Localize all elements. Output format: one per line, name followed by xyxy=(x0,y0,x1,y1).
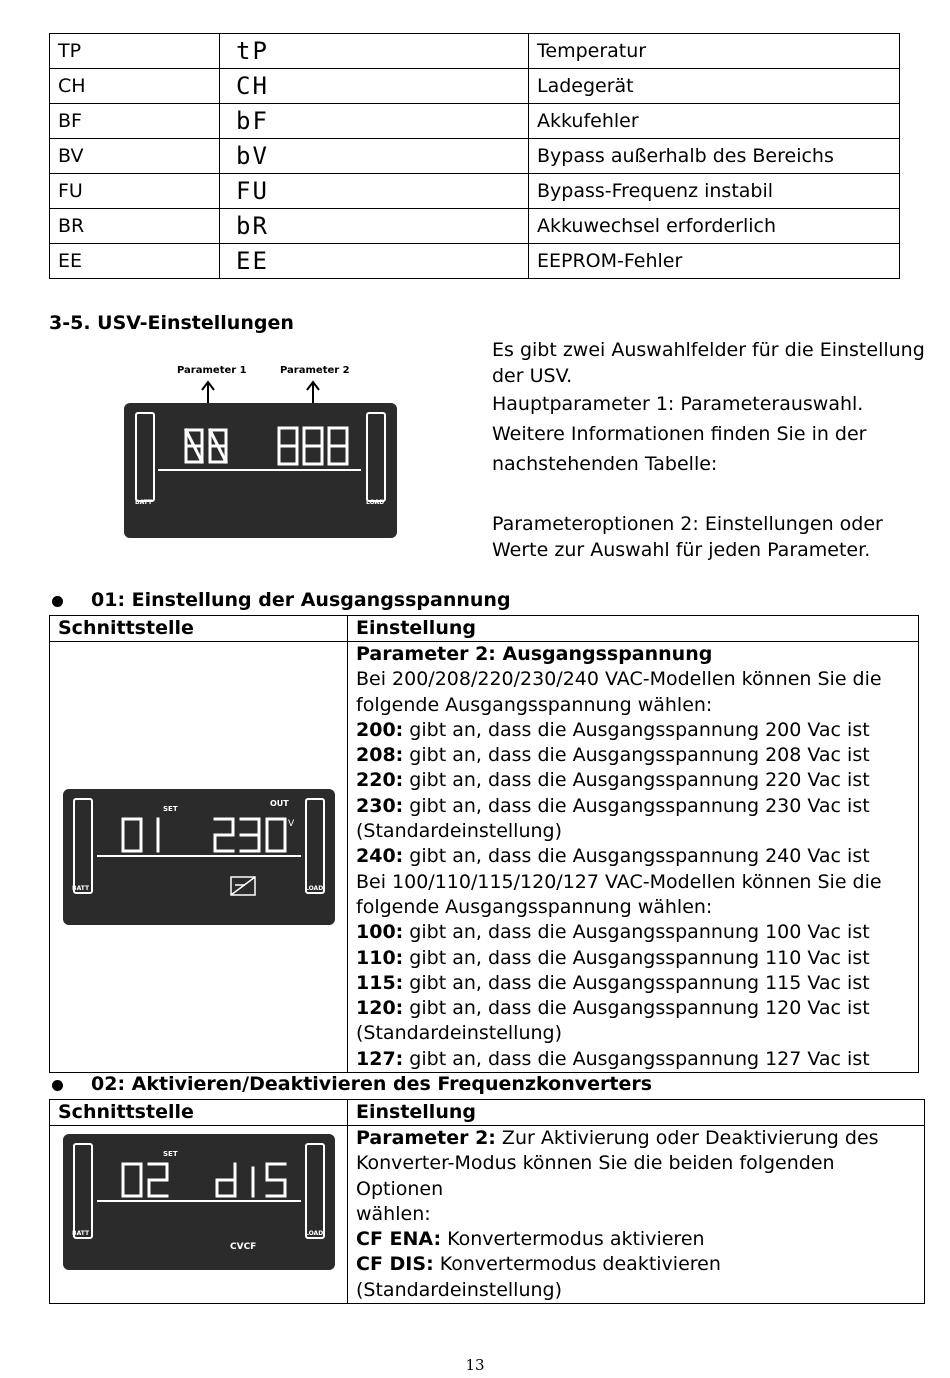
fault-description: EEPROM-Fehler xyxy=(529,244,900,279)
setting-line xyxy=(356,1252,916,1303)
setting-text: gibt an, dass die Ausgangsspannung 120 Vac ist xyxy=(403,997,870,1020)
volt-unit-label: V xyxy=(288,819,295,829)
out-label: OUT xyxy=(270,799,289,808)
setting-text: folgende Ausgangsspannung wählen: xyxy=(356,895,713,918)
bullet-icon xyxy=(52,1080,63,1091)
col-setting: Einstellung xyxy=(348,616,919,642)
intro-line: der USV. xyxy=(492,365,573,387)
setting-key: 100: xyxy=(356,921,404,944)
setting-text: gibt an, dass die Ausgangsspannung 230 Vac ist xyxy=(403,794,870,817)
fault-description: Bypass-Frequenz instabil xyxy=(529,174,900,209)
load-label: LOAD xyxy=(366,499,385,506)
setting-line xyxy=(356,1126,916,1151)
parameter-2-label: Parameter 2 xyxy=(280,365,350,376)
fault-code-row xyxy=(50,209,900,244)
setting-key: CF DIS: xyxy=(356,1253,434,1276)
setting-line xyxy=(356,768,910,793)
section-intro xyxy=(492,337,925,563)
intro-line: Hauptparameter 1: Parameterauswahl. xyxy=(492,393,864,415)
setting-key: 220: xyxy=(356,769,404,792)
intro-line: Es gibt zwei Auswahlfelder für die Einstellung xyxy=(492,339,925,361)
param01-table xyxy=(49,615,919,1073)
setting-key: 230: xyxy=(356,794,404,817)
lcd-display-code: CH xyxy=(220,69,529,104)
param01-heading: 01: Einstellung der Ausgangsspannung xyxy=(91,589,511,611)
setting-key: 115: xyxy=(356,971,404,994)
setting-line xyxy=(356,996,910,1021)
param02-heading: 02: Aktivieren/Deaktivieren des Frequenzkonverters xyxy=(91,1073,653,1095)
setting-line xyxy=(356,1047,910,1072)
fault-code: FU xyxy=(50,174,220,209)
param02-setting-cell xyxy=(348,1126,925,1304)
param02-interface-cell xyxy=(50,1126,348,1304)
setting-line xyxy=(356,920,910,945)
setting-line xyxy=(356,667,910,692)
fault-description: Akkuwechsel erforderlich xyxy=(529,209,900,244)
fault-code-row xyxy=(50,244,900,279)
setting-key: Parameter 2: xyxy=(356,1127,496,1149)
fault-code-row xyxy=(50,174,900,209)
lcd-panel-overview xyxy=(124,403,397,538)
setting-line xyxy=(356,946,910,971)
setting-text: (Standardeinstellung) xyxy=(356,820,563,843)
setting-key: 200: xyxy=(356,718,404,741)
setting-key: 240: xyxy=(356,845,404,868)
setting-line xyxy=(356,844,910,869)
intro-line: nachstehenden Tabelle: xyxy=(492,453,718,475)
col-interface: Schnittstelle xyxy=(50,1100,348,1126)
lcd-display-code: bR xyxy=(220,209,529,244)
setting-text: gibt an, dass die Ausgangsspannung 220 Vac ist xyxy=(403,769,870,792)
page-number: 13 xyxy=(465,1356,485,1374)
fault-code: BF xyxy=(50,104,220,139)
setting-line xyxy=(356,693,910,718)
arrow-icons xyxy=(195,378,335,406)
setting-text: wählen: xyxy=(356,1202,431,1225)
setting-line xyxy=(356,1202,916,1227)
lcd-display-code: tP xyxy=(220,34,529,69)
fault-description: Ladegerät xyxy=(529,69,900,104)
setting-text: gibt an, dass die Ausgangsspannung 110 Vac ist xyxy=(403,946,870,969)
setting-line xyxy=(356,870,910,895)
lcd-display-code: FU xyxy=(220,174,529,209)
param02-table xyxy=(49,1099,925,1304)
set-label: SET xyxy=(163,805,178,813)
setting-text: Konverter-Modus können Sie die beiden folgenden Optionen xyxy=(356,1152,835,1200)
fault-code-row xyxy=(50,104,900,139)
setting-line xyxy=(356,743,910,768)
param01-title: Parameter 2: Ausgangsspannung xyxy=(356,643,713,665)
lcd-display-code: bV xyxy=(220,139,529,174)
fault-code: EE xyxy=(50,244,220,279)
col-setting: Einstellung xyxy=(348,1100,925,1126)
param01-interface-cell xyxy=(50,642,348,1073)
fault-code: BV xyxy=(50,139,220,174)
batt-label: BATT xyxy=(135,499,153,506)
parameter-1-label: Parameter 1 xyxy=(177,365,247,376)
fault-description: Temperatur xyxy=(529,34,900,69)
setting-text: gibt an, dass die Ausgangsspannung 127 Vac ist xyxy=(403,1047,870,1070)
setting-text: Zur Aktivierung oder Deaktivierung des xyxy=(495,1127,879,1149)
intro-line: Weitere Informationen finden Sie in der xyxy=(492,423,867,445)
load-label: LOAD xyxy=(305,885,324,892)
bullet-icon xyxy=(52,596,63,607)
lcd-panel-output-voltage xyxy=(63,789,335,925)
intro-line: Parameteroptionen 2: Einstellungen oder xyxy=(492,513,883,535)
batt-label: BATT xyxy=(72,885,90,892)
param01-setting-cell xyxy=(348,642,919,1073)
fault-code-row xyxy=(50,69,900,104)
load-label: LOAD xyxy=(305,1230,324,1237)
fault-code: BR xyxy=(50,209,220,244)
setting-line xyxy=(356,1151,916,1202)
setting-line xyxy=(356,1021,910,1046)
section-title: 3-5. USV-Einstellungen xyxy=(49,312,294,334)
setting-text: gibt an, dass die Ausgangsspannung 100 Vac ist xyxy=(403,921,870,944)
setting-line xyxy=(356,895,910,920)
setting-text: gibt an, dass die Ausgangsspannung 208 Vac ist xyxy=(403,744,870,767)
setting-text: gibt an, dass die Ausgangsspannung 200 Vac ist xyxy=(403,718,870,741)
lcd-display-code: EE xyxy=(220,244,529,279)
fault-code-table xyxy=(49,33,900,279)
setting-key: CF ENA: xyxy=(356,1228,442,1251)
setting-line xyxy=(356,971,910,996)
setting-line xyxy=(356,718,910,743)
setting-text: gibt an, dass die Ausgangsspannung 115 Vac ist xyxy=(403,971,870,994)
fault-code: CH xyxy=(50,69,220,104)
lcd-display-code: bF xyxy=(220,104,529,139)
setting-line xyxy=(356,819,910,844)
setting-key: 110: xyxy=(356,946,404,969)
setting-line xyxy=(356,1227,916,1252)
setting-key: 208: xyxy=(356,744,404,767)
fault-description: Akkufehler xyxy=(529,104,900,139)
fault-code-row xyxy=(50,139,900,174)
batt-label: BATT xyxy=(72,1230,90,1237)
setting-text: Bei 100/110/115/120/127 VAC-Modellen können Sie die xyxy=(356,870,882,893)
setting-text: Konvertermodus aktivieren xyxy=(441,1228,705,1251)
setting-key: 127: xyxy=(356,1047,404,1070)
set-label: SET xyxy=(163,1150,178,1158)
setting-key: 120: xyxy=(356,997,404,1020)
setting-text: (Standardeinstellung) xyxy=(356,1022,563,1045)
setting-line xyxy=(356,794,910,819)
setting-text: folgende Ausgangsspannung wählen: xyxy=(356,693,713,716)
fault-code: TP xyxy=(50,34,220,69)
lcd-panel-frequency-converter xyxy=(63,1134,335,1270)
fault-description: Bypass außerhalb des Bereichs xyxy=(529,139,900,174)
setting-text: Bei 200/208/220/230/240 VAC-Modellen können Sie die xyxy=(356,668,882,691)
cvcf-label: CVCF xyxy=(230,1242,257,1252)
setting-text: Konvertermodus deaktivieren (Standardeinstellung) xyxy=(356,1253,721,1301)
intro-line: Werte zur Auswahl für jeden Parameter. xyxy=(492,539,871,561)
fault-code-row xyxy=(50,34,900,69)
col-interface: Schnittstelle xyxy=(50,616,348,642)
setting-text: gibt an, dass die Ausgangsspannung 240 Vac ist xyxy=(403,845,870,868)
